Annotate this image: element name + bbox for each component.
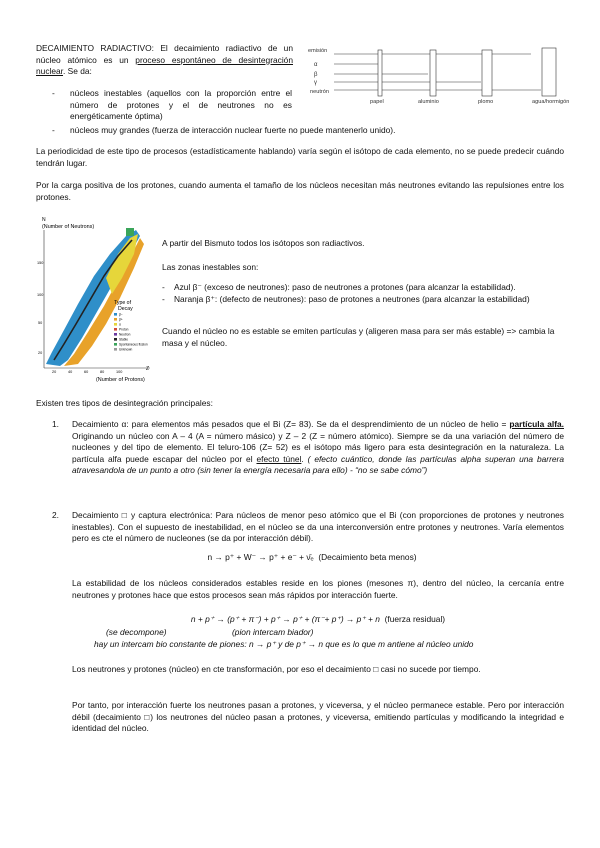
legend-label: α [119,322,121,327]
alpha-decay-text [72,419,564,477]
legend-label: Proton [119,327,129,332]
charge-paragraph: Por la carga positiva de los protones, cuando aumenta el tamaño de los núcleos necesitan más neutrones evitando las repulsiones entre los protones. [36,180,564,202]
legend [114,300,148,352]
item-number: 2. [52,510,59,520]
alpha-text-a: Decaimiento α: para elementos más pesados que el Bi (Z= 83). Se da el desprendimiento de un núcleo de helio = [72,419,510,429]
unstable-zones-list [162,282,562,305]
beta-equation-label: (Decaimiento beta menos) [318,552,417,562]
y-axis-label: (Number of Neutrons) [42,224,95,230]
legend-label: Spontaneous fission [119,342,148,347]
bullet-item: - núcleos muy grandes (fuerza de interacción nuclear fuerte no puede mantenerlo unido). [52,125,572,137]
lead-slab [482,50,492,96]
y-axis-letter: N [42,217,46,223]
y-tick: 150 [37,261,44,265]
decompose-note: (se decompone) [106,627,167,637]
legend-swatch [114,323,117,326]
legend-title: Type of [114,300,132,306]
water-slab [542,48,556,96]
legend-label: Neutron [119,332,131,337]
alpha-particle: partícula alfa. [509,419,564,429]
y-tick: 100 [37,293,44,297]
legend-swatch [114,318,117,321]
weak-strong-paragraph: Por tanto, por interacción fuerte los neutrones pasan a protones, y viceversa, y el núcleo permanece estable. Pero por interacción débil (decaimiento □) los neutrones del núcleo pasan a protones, y viceversa, emitiendo partículas y modificando la integridad e identidad del núcleo. [72,700,564,734]
zone-item: - Naranja β⁺: (defecto de neutrones): paso de protones a neutrones (para alcanzar la estabilidad) [162,294,562,306]
transformation-paragraph: Los neutrones y protones (núcleo) en cte transformación, por eso el decaimiento □ casi no sucede por tiempo. [72,664,481,674]
ray-label: emisión [308,48,328,54]
spontaneous-process-link: proceso espontáneo de desintegración nuclear [36,54,293,77]
x-tick: 60 [84,370,89,374]
x-axis-label: (Number of Protons) [96,377,145,383]
paper-slab [378,50,382,96]
ray-label: α [314,62,318,68]
zone-item: - Azul β⁻ (exceso de neutrones): paso de neutrones a protones (para alcanzar la estabilidad). [162,282,562,294]
beta-decay-item [52,510,564,545]
legend-swatch [114,328,117,331]
beta-equation-formula: n → p⁺ + W⁻ → p⁺ + e⁻ + ν̄ₑ [207,552,314,562]
alpha-text-b: Originando un núcleo con A – 4 (A = número másico) y Z – 2 (Z = número atómico). Siempre se da una variación del número de nucleones y del tipo de elemento. El teluro-106 (Z= 52) es el isótopo más ligero para esta desintegración en la naturaleza. La partícula alfa puede escapar del núcleo por el [72,430,564,464]
material-label: agua/hormigón [532,99,570,104]
item-number: 1. [52,419,59,429]
pion-note: (pion intercam biador) [232,627,314,637]
x-tick: 80 [100,370,105,374]
aluminium-slab [430,50,436,96]
pion-exchange-line: hay un intercam bio constante de piones: n → p⁺ y de p⁺ → n que es lo que m antiene al núcleo unido [94,639,474,649]
material-label: plomo [478,99,494,104]
intro-bullet-list [52,88,292,123]
legend-swatch [114,338,117,341]
tunnel-explanation: ( efecto cuántico, donde las partículas alpha superan una barrera atravesandola de un punto a otro (sin tener la energía necesaria para ello) - “no se sabe cómo”) [72,453,564,476]
bullet-item: - núcleos inestables (aquellos con la proporción entre el número de protones y el de neutrones no es energéticamente óptima) [52,88,292,123]
fission-region [126,228,134,236]
y-tick: 50 [38,321,43,325]
x-axis-letter: Z [146,366,150,372]
intro-paragraph [36,43,293,78]
legend-label: Stable [119,337,129,342]
strong-equation [72,614,564,626]
material-label: aluminio [418,99,439,104]
intro-text-a: El decaimiento radiactivo de un núcleo atómico es un [36,43,293,65]
strong-equation-label: (fuerza residual) [384,614,446,624]
x-tick: 20 [52,370,57,374]
ray-label: β [314,72,318,78]
pion-paragraph: La estabilidad de los núcleos considerados estables reside en los piones (mesones π), dentro del núcleo, la cercanía entre neutrones y protones hace que estos procesos sean más rápidos por interacción fuerte. [72,578,564,600]
x-tick: 100 [116,370,123,374]
periodicity-paragraph: La periodicidad de este tipo de procesos (estadísticamente hablando) varía según el isótopo de cada elemento, no se puede predecir cuándo tendrán lugar. [36,146,564,168]
x-tick: 40 [68,370,73,374]
legend-title: Decay [118,306,133,312]
alpha-decay-item [52,419,564,477]
legend-label: Unknown [119,347,133,352]
unstable-zones-heading: Las zonas inestables son: [162,262,259,272]
types-heading: Existen tres tipos de desintegración principales: [36,398,213,408]
intro-bullet-list-2 [52,125,572,137]
legend-swatch [114,313,117,316]
beta-decay-text: Decaimiento □ y captura electrónica: Para núcleos de menor peso atómico que el Bi (con proporciones de protones y neutrones inestables). Con el supuesto de inestabilidad, en el núcleo se da una interconversión entre protones y neutrones. Varía elementos pero es cte el número de nucleones (se da por interacción débil). [72,510,564,544]
legend-label: β+ [119,317,123,322]
emission-paragraph: Cuando el núcleo no es estable se emiten partículas y (aligeren masa para ser más estable) => cambia la masa y el núcleo. [162,326,555,348]
tunnel-effect: efecto túnel [256,453,302,464]
ray-label: γ [314,80,317,86]
y-tick: 20 [38,351,43,355]
ray-label: neutrón [310,89,329,95]
intro-text-b: . Se da: [63,66,92,77]
legend-swatch [114,343,117,346]
material-label: papel [370,99,384,104]
intro-title: DECAIMIENTO RADIACTIVO: [36,43,154,53]
bismuth-paragraph: A partir del Bismuto todos los isótopos son radiactivos. [162,238,365,248]
legend-swatch [114,348,117,351]
beta-equation [72,552,552,564]
legend-swatch [114,333,117,336]
penetration-diagram [306,42,574,104]
alpha-text-c: . [301,453,308,464]
stability-chart [34,214,156,386]
strong-equation-formula: n + p⁺ → (p⁺ + π⁻) + p⁺ → p⁺ + (π⁻+ p⁺) → p⁺ + n [190,614,380,624]
legend-label: β− [119,312,123,317]
